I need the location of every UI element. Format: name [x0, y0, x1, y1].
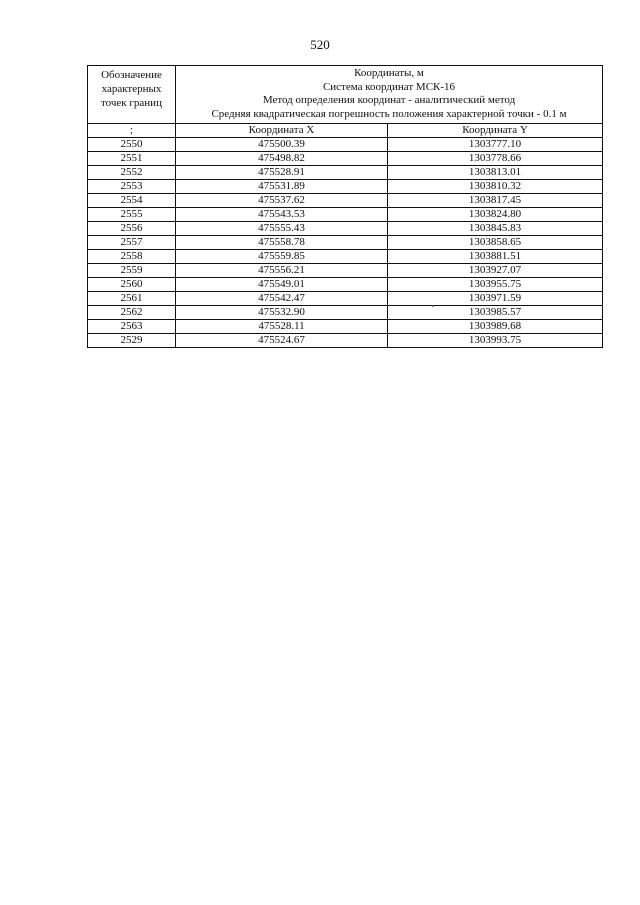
point-id-cell: 2553 [88, 180, 176, 194]
y-coordinate-cell: 1303858.65 [388, 236, 603, 250]
scan-speck [432, 305, 434, 307]
x-coordinate-cell: 475498.82 [176, 152, 388, 166]
table-header-row [88, 66, 603, 124]
x-coordinate-cell: 475528.91 [176, 166, 388, 180]
table-row [88, 194, 603, 208]
point-id-cell: 2560 [88, 278, 176, 292]
table-row [88, 180, 603, 194]
x-coordinate-cell: 475500.39 [176, 138, 388, 152]
point-id-cell: 2555 [88, 208, 176, 222]
point-id-cell: 2554 [88, 194, 176, 208]
y-coordinate-cell: 1303810.32 [388, 180, 603, 194]
coordinates-header [176, 66, 603, 124]
x-coordinate-cell: 475549.01 [176, 278, 388, 292]
coordinates-header-line: Координаты, м [354, 67, 424, 79]
x-coordinate-cell: 475524.67 [176, 334, 388, 348]
x-coordinate-cell: 475556.21 [176, 264, 388, 278]
point-label-header: Обозначение характерных точек границ [88, 66, 176, 124]
table-row [88, 138, 603, 152]
table-row [88, 208, 603, 222]
table-row [88, 278, 603, 292]
point-id-cell: 2551 [88, 152, 176, 166]
point-id-cell: 2558 [88, 250, 176, 264]
table-row [88, 236, 603, 250]
x-coordinate-cell: 475542.47 [176, 292, 388, 306]
table-row [88, 292, 603, 306]
x-coordinate-cell: 475555.43 [176, 222, 388, 236]
x-coordinate-cell: 475528.11 [176, 320, 388, 334]
point-id-cell: 2550 [88, 138, 176, 152]
table-subheader-row [88, 124, 603, 138]
y-coordinate-cell: 1303824.80 [388, 208, 603, 222]
point-id-cell: 2563 [88, 320, 176, 334]
table-row [88, 320, 603, 334]
y-coordinate-cell: 1303777.10 [388, 138, 603, 152]
point-id-cell: 2559 [88, 264, 176, 278]
table-row [88, 222, 603, 236]
y-column-header: Координата Y [388, 124, 603, 138]
coordinates-header-line: Метод определения координат - аналитический метод [262, 94, 516, 106]
x-coordinate-cell: 475532.90 [176, 306, 388, 320]
x-column-header: Координата X [176, 124, 388, 138]
x-coordinate-cell: 475543.53 [176, 208, 388, 222]
table-row [88, 250, 603, 264]
table-row [88, 264, 603, 278]
point-id-cell: 2529 [88, 334, 176, 348]
y-coordinate-cell: 1303989.68 [388, 320, 603, 334]
point-id-cell: 2557 [88, 236, 176, 250]
point-id-cell: 2556 [88, 222, 176, 236]
y-coordinate-cell: 1303817.45 [388, 194, 603, 208]
x-coordinate-cell: 475537.62 [176, 194, 388, 208]
x-coordinate-cell: 475531.89 [176, 180, 388, 194]
table-row [88, 306, 603, 320]
coordinates-header-line: Средняя квадратическая погрешность положения характерной точки - 0.1 м [211, 107, 567, 120]
table-row [88, 334, 603, 348]
y-coordinate-cell: 1303845.83 [388, 222, 603, 236]
point-id-cell: 2552 [88, 166, 176, 180]
point-subheader: ; [88, 124, 176, 138]
y-coordinate-cell: 1303985.57 [388, 306, 603, 320]
table-row [88, 166, 603, 180]
coordinates-table [87, 65, 603, 348]
x-coordinate-cell: 475558.78 [176, 236, 388, 250]
y-coordinate-cell: 1303881.51 [388, 250, 603, 264]
y-coordinate-cell: 1303971.59 [388, 292, 603, 306]
x-coordinate-cell: 475559.85 [176, 250, 388, 264]
y-coordinate-cell: 1303813.01 [388, 166, 603, 180]
y-coordinate-cell: 1303955.75 [388, 278, 603, 292]
y-coordinate-cell: 1303778.66 [388, 152, 603, 166]
y-coordinate-cell: 1303927.07 [388, 264, 603, 278]
table-row [88, 152, 603, 166]
y-coordinate-cell: 1303993.75 [388, 334, 603, 348]
page-number: 520 [310, 37, 330, 52]
point-id-cell: 2562 [88, 306, 176, 320]
coordinates-header-line: Система координат МСК-16 [322, 80, 456, 93]
point-id-cell: 2561 [88, 292, 176, 306]
